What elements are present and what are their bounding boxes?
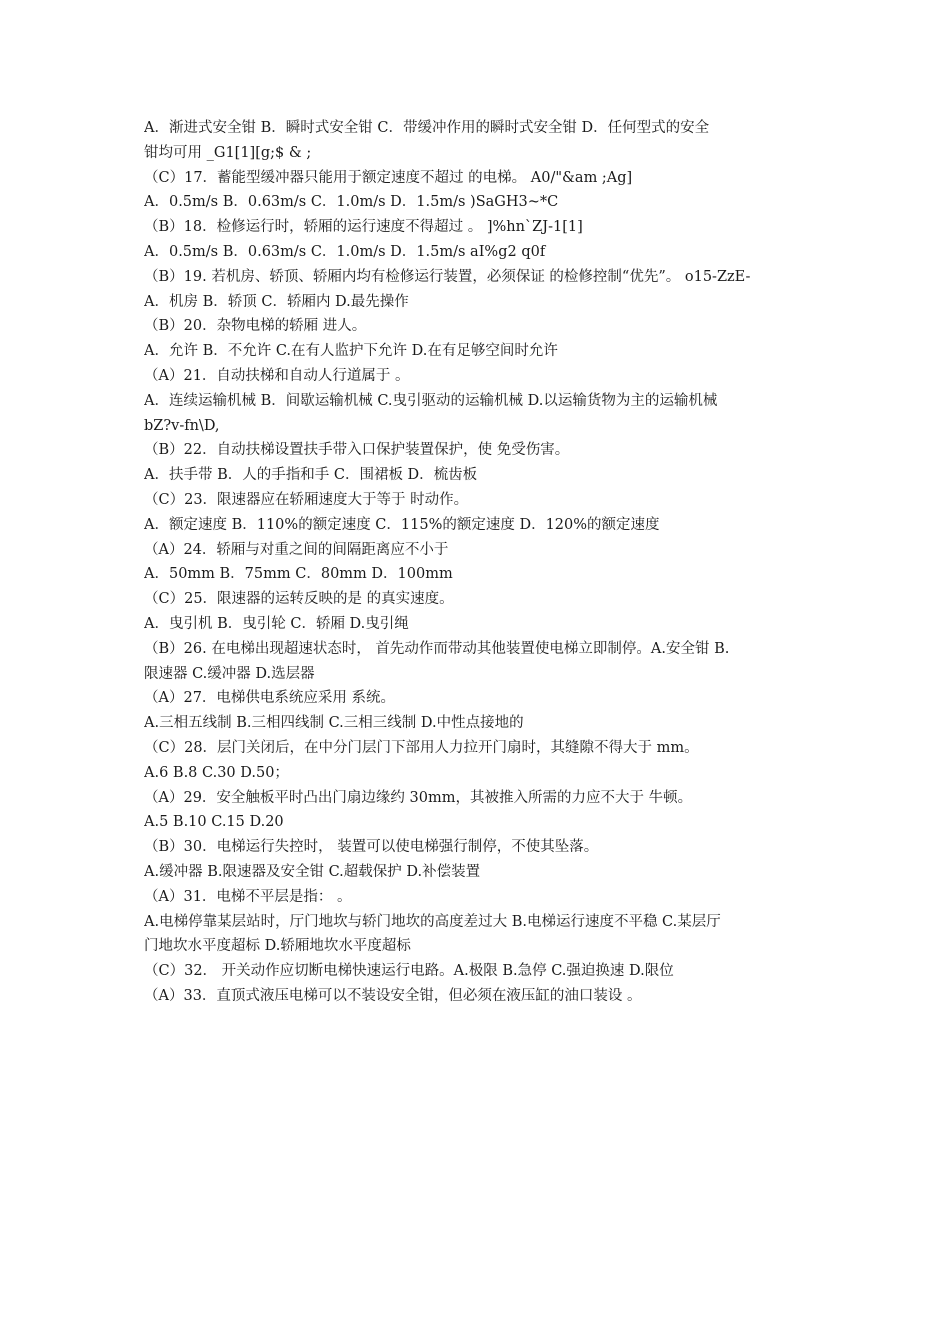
text-line: （A）33．直顶式液压电梯可以不装设安全钳，但必须在液压缸的油口装设 。 (144, 987, 642, 1004)
text-line: 门地坎水平度超标 D.轿厢地坎水平度超标 (144, 938, 411, 955)
text-line: 钳均可用 _G1[1][g;$ & ; (144, 144, 312, 161)
document-body (144, 116, 810, 1009)
text-line: （B）22．自动扶梯设置扶手带入口保护装置保护，使 免受伤害。 (144, 442, 570, 459)
text-line: （C）28．层门关闭后，在中分门层门下部用人力拉开门扇时，其缝隙不得大于 mm。 (144, 739, 699, 756)
text-line: A．额定速度 B．110%的额定速度 C．115%的额定速度 D．120%的额定速度 (144, 516, 660, 533)
text-line: A.缓冲器 B.限速器及安全钳 C.超载保护 D.补偿装置 (144, 863, 481, 880)
text-line: A.6 B.8 C.30 D.50； (144, 764, 289, 781)
text-line: （A）31．电梯不平层是指： 。 (144, 888, 352, 905)
text-line: A．扶手带 B．人的手指和手 C．围裙板 D．梳齿板 (144, 467, 478, 484)
text-line: A．机房 B．轿顶 C．轿厢内 D.最先操作 (144, 293, 409, 310)
text-line: （A）24．轿厢与对重之间的间隔距离应不小于 (144, 541, 449, 558)
text-line: （B）26. 在电梯出现超速状态时， 首先动作而带动其他装置使电梯立即制停。A.安全钳 B. (144, 640, 730, 657)
text-line: A．50mm B．75mm C．80mm D．100mm (144, 566, 453, 583)
text-line: A．曳引机 B．曳引轮 C．轿厢 D.曳引绳 (144, 615, 409, 632)
text-line: （C）17．蓄能型缓冲器只能用于额定速度不超过 的电梯。 A0/"&am ;Ag] (144, 169, 633, 186)
text-line: A．渐进式安全钳 B．瞬时式安全钳 C．带缓冲作用的瞬时式安全钳 D．任何型式的安全 (144, 120, 710, 136)
text-line: （A）27．电梯供电系统应采用 系统。 (144, 690, 396, 707)
text-line: （C）23．限速器应在轿厢速度大于等于 时动作。 (144, 491, 469, 508)
text-line: A.电梯停靠某层站时，厅门地坎与轿门地坎的高度差过大 B.电梯运行速度不平稳 C.某层厅 (144, 913, 721, 930)
text-line: A．允许 B．不允许 C.在有人监护下允许 D.在有足够空间时允许 (144, 343, 558, 360)
text-line: （B）20．杂物电梯的轿厢 进人。 (144, 318, 367, 335)
text-line: A．0.5m/s B．0.63m/s C．1.0m/s D．1.5m/s aI%g2 q0f (144, 243, 546, 260)
text-line: A.5 B.10 C.15 D.20 (144, 814, 284, 831)
text-line: （B）18．检修运行时，轿厢的运行速度不得超过 。 ]%hn`ZJ-1[1] (144, 219, 583, 236)
text-line: （A）21．自动扶梯和自动人行道属于 。 (144, 367, 410, 384)
text-line: A．0.5m/s B．0.63m/s C．1.0m/s D．1.5m/s )SaGH3~*C (144, 194, 559, 211)
text-line: （B）19. 若机房、轿顶、轿厢内均有检修运行装置，必须保证 的检修控制“优先”。 o15-ZzE- (144, 268, 751, 285)
text-line: 限速器 C.缓冲器 D.选层器 (144, 665, 315, 682)
text-line: A．连续运输机械 B．间歇运输机械 C.曳引驱动的运输机械 D.以运输货物为主的运输机械 (144, 392, 718, 409)
text-line: （A）29．安全触板平时凸出门扇边缘约 30mm，其被推入所需的力应不大于 牛顿。 (144, 789, 693, 806)
text-line: （B）30．电梯运行失控时， 装置可以使电梯强行制停，不使其坠落。 (144, 839, 599, 856)
text-line: （C）25．限速器的运转反映的是 的真实速度。 (144, 591, 454, 608)
text-line: bZ?v-fn\D, (144, 417, 220, 434)
text-line: （C）32． 开关动作应切断电梯快速运行电路。A.极限 B.急停 C.强迫换速 D.限位 (144, 963, 674, 980)
text-line: A.三相五线制 B.三相四线制 C.三相三线制 D.中性点接地的 (144, 715, 524, 732)
